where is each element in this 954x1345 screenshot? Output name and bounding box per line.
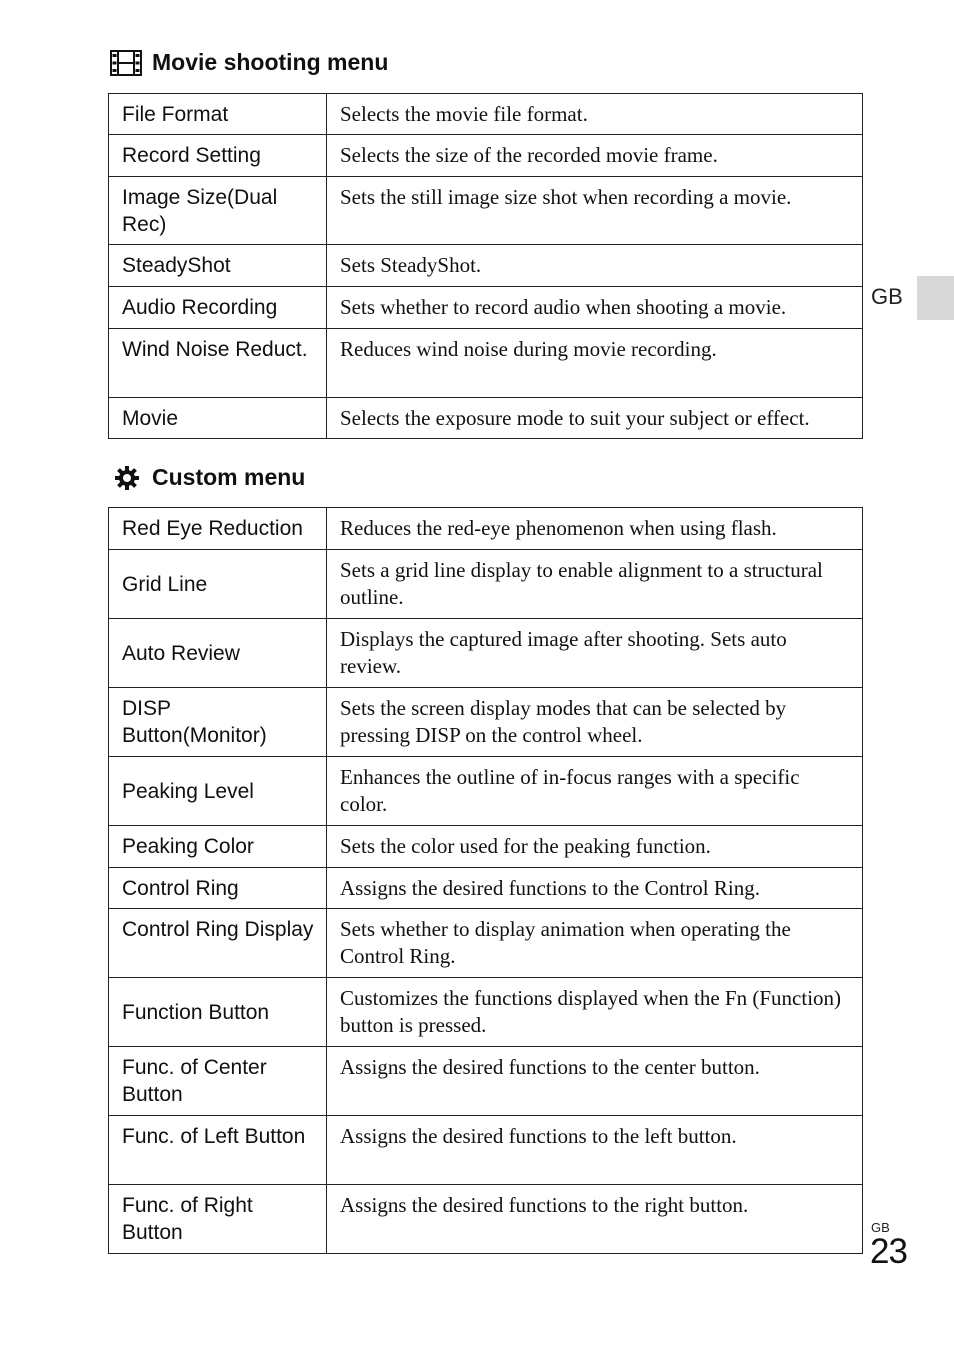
table-row bbox=[109, 135, 863, 177]
movie-section-title: Movie shooting menu bbox=[152, 49, 389, 75]
menu-item-desc: Assigns the desired functions to the center button. bbox=[327, 1047, 863, 1116]
menu-item-name: File Format bbox=[109, 94, 327, 135]
table-row bbox=[109, 619, 863, 688]
table-row bbox=[109, 909, 863, 978]
menu-item-desc: Sets the screen display modes that can be selected by pressing DISP on the control wheel. bbox=[327, 688, 863, 757]
language-side-tab bbox=[917, 276, 954, 320]
menu-item-desc: Customizes the functions displayed when the Fn (Function) button is pressed. bbox=[327, 978, 863, 1047]
menu-item-name: Movie bbox=[109, 398, 327, 439]
menu-item-name: SteadyShot bbox=[109, 245, 327, 287]
menu-item-name: Func. of Right Button bbox=[109, 1185, 327, 1254]
page-language-label: GB bbox=[871, 1220, 890, 1235]
menu-item-desc: Reduces wind noise during movie recording. bbox=[327, 329, 863, 398]
menu-item-name: Wind Noise Reduct. bbox=[109, 329, 327, 398]
menu-item-desc: Assigns the desired functions to the Control Ring. bbox=[327, 868, 863, 909]
movie-menu-table bbox=[108, 93, 863, 439]
table-row bbox=[109, 245, 863, 287]
table-row bbox=[109, 1116, 863, 1185]
table-row bbox=[109, 757, 863, 826]
table-row bbox=[109, 1185, 863, 1254]
custom-section-heading bbox=[110, 464, 305, 491]
menu-item-desc: Sets whether to display animation when operating the Control Ring. bbox=[327, 909, 863, 978]
movie-film-icon bbox=[110, 50, 142, 76]
gear-icon bbox=[114, 465, 140, 491]
table-row bbox=[109, 826, 863, 868]
table-row bbox=[109, 329, 863, 398]
table-row bbox=[109, 94, 863, 135]
menu-item-name: Peaking Level bbox=[109, 757, 327, 826]
menu-item-desc: Sets whether to record audio when shooting a movie. bbox=[327, 287, 863, 329]
menu-item-name: Control Ring bbox=[109, 868, 327, 909]
table-row bbox=[109, 550, 863, 619]
menu-item-desc: Sets the color used for the peaking function. bbox=[327, 826, 863, 868]
custom-section-title: Custom menu bbox=[152, 464, 306, 490]
menu-item-desc: Sets SteadyShot. bbox=[327, 245, 863, 287]
menu-item-desc: Selects the movie file format. bbox=[327, 94, 863, 135]
table-row bbox=[109, 398, 863, 439]
menu-item-name: Audio Recording bbox=[109, 287, 327, 329]
menu-item-desc: Enhances the outline of in-focus ranges with a specific color. bbox=[327, 757, 863, 826]
menu-item-desc: Assigns the desired functions to the left button. bbox=[327, 1116, 863, 1185]
table-row bbox=[109, 508, 863, 550]
menu-item-name: Record Setting bbox=[109, 135, 327, 177]
menu-item-name: Func. of Left Button bbox=[109, 1116, 327, 1185]
menu-item-name: Auto Review bbox=[109, 619, 327, 688]
custom-menu-table bbox=[108, 507, 863, 1254]
page-number: 23 bbox=[870, 1232, 907, 1271]
menu-item-name: Red Eye Reduction bbox=[109, 508, 327, 550]
menu-item-desc: Sets a grid line display to enable alignment to a structural outline. bbox=[327, 550, 863, 619]
menu-item-name: Peaking Color bbox=[109, 826, 327, 868]
menu-item-name: Function Button bbox=[109, 978, 327, 1047]
menu-item-name: DISP Button(Monitor) bbox=[109, 688, 327, 757]
menu-item-desc: Displays the captured image after shooting. Sets auto review. bbox=[327, 619, 863, 688]
table-row bbox=[109, 177, 863, 245]
menu-item-desc: Reduces the red-eye phenomenon when using flash. bbox=[327, 508, 863, 550]
table-row bbox=[109, 978, 863, 1047]
table-row bbox=[109, 1047, 863, 1116]
language-tab-label: GB bbox=[871, 284, 903, 309]
menu-item-desc: Selects the size of the recorded movie frame. bbox=[327, 135, 863, 177]
table-row bbox=[109, 688, 863, 757]
menu-item-name: Image Size(Dual Rec) bbox=[109, 177, 327, 245]
menu-item-name: Control Ring Display bbox=[109, 909, 327, 978]
menu-item-desc: Selects the exposure mode to suit your subject or effect. bbox=[327, 398, 863, 439]
menu-item-name: Func. of Center Button bbox=[109, 1047, 327, 1116]
menu-item-name: Grid Line bbox=[109, 550, 327, 619]
table-row bbox=[109, 868, 863, 909]
menu-item-desc: Sets the still image size shot when recording a movie. bbox=[327, 177, 863, 245]
table-row bbox=[109, 287, 863, 329]
movie-section-heading bbox=[110, 49, 388, 76]
menu-item-desc: Assigns the desired functions to the right button. bbox=[327, 1185, 863, 1254]
